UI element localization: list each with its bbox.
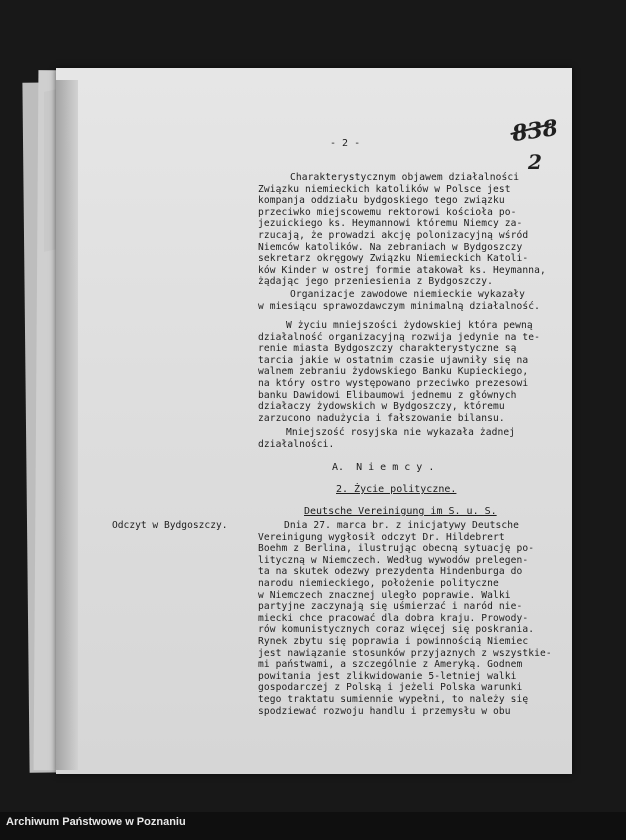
text-line: żądając jego przeniesienia z Bydgoszczy.	[258, 276, 494, 288]
page-number: - 2 -	[330, 138, 361, 149]
text-line: miecki chce pracować dla dobra kraju. Prowody-	[258, 612, 529, 624]
text-line: mi państwami, a szczególnie z Ameryką. Godnem	[258, 659, 523, 671]
text-line: W życiu mniejszości żydowskiej która pewną	[286, 320, 533, 331]
text-line: Organizacje zawodowe niemieckie wykazały	[290, 289, 526, 300]
text-line: działaczy żydowskich w Bydgoszczy, któremu	[258, 401, 505, 413]
text-line: spodziewać rozwoju handlu i przemysłu w obu	[258, 705, 511, 717]
archive-name: Archiwum Państwowe w Poznaniu	[6, 816, 186, 828]
text-line: partyjne zaczynają się uśmierzać i naród nie-	[258, 601, 523, 613]
text-line: Dnia 27. marca br. z inicjatywy Deutsche	[284, 520, 520, 531]
text-line: rzucają, że prowadzi akcję polonizacyjną wśród	[258, 230, 529, 241]
text-line: działalność organizacyjną rozwija jedynie na te-	[258, 331, 541, 343]
text-line: w miesiącu sprawozdawczym minimalną działalność.	[258, 300, 541, 312]
margin-note: Odczyt w Bydgoszczy.	[112, 520, 228, 531]
text-line: walnem zebraniu żydowskiego Banku Kupieckiego,	[258, 366, 529, 378]
text-line: rów komunistycznych coraz więcej się poskrania.	[258, 624, 535, 636]
text-line: sekretarz okręgowy Związku Niemieckich Katoli-	[258, 253, 529, 265]
text-line: gospodarczej z Polską i jeżeli Polska warunki	[258, 682, 523, 694]
text-line: ta na skutek odezwy prezydenta Hindenburga do	[258, 566, 523, 578]
text-line: renie miasta Bydgoszczy charakterystyczne są	[258, 343, 517, 355]
archive-number: 2	[528, 150, 542, 174]
text-line: Charakterystycznym objawem działalności	[290, 172, 520, 183]
text-line: przeciwko miejscowemu rektorowi kościoła po-	[258, 206, 517, 218]
text-line: Niemców katolików. Na zebraniach w Bydgoszczy	[258, 241, 523, 253]
text-line: Rynek zbytu się poprawia i powinnością Niemiec	[258, 636, 529, 647]
text-line: na który ostro występowano przeciwko prezesowi	[258, 378, 529, 389]
text-line: narodu niemieckiego, położenie polityczne	[258, 578, 499, 589]
text-line: kompanja oddziału bydgoskiego tego związku	[258, 195, 505, 207]
text-line: tarcia jakie w ostatnim czasie ujawniły się na	[258, 354, 529, 366]
text-line: Mniejszość rosyjska nie wykazała żadnej	[286, 427, 516, 438]
text-line: jezuickiego ks. Heymannowi któremu Niemcy za-	[258, 218, 523, 230]
text-line: ków Kinder w ostrej formie atakował ks. Heymanna,	[258, 264, 546, 276]
text-line: Związku niemieckich katolików w Polsce jest	[258, 183, 511, 195]
archive-number-struck: 838	[510, 114, 560, 148]
page-binding-edge	[56, 80, 78, 770]
text-line: tego traktatu sumiennie wypełni, to należy się	[258, 694, 529, 705]
text-line: banku Dawidowi Elibaumowi jednemu z głównych	[258, 389, 517, 401]
text-line: powitania jest zlikwidowanie 5-letniej walki	[258, 670, 517, 682]
text-line: lityczną w Niemczech. Według wywodów prelegen-	[258, 554, 529, 566]
text-line: Vereinigung wygłosił odczyt Dr. Hildebrert	[258, 531, 505, 543]
text-line: zarzucono nadużycia i fałszowanie bilansu.	[258, 412, 505, 424]
subsection-heading: 2. Życie polityczne.	[336, 484, 457, 495]
text-line: w Niemczech znacznej uległo poprawie. Walki	[258, 589, 511, 601]
section-heading: A. N i e m c y .	[332, 462, 435, 473]
organization-heading: Deutsche Vereinigung im S. u. S.	[304, 506, 497, 517]
text-line: działalności.	[258, 438, 335, 450]
text-line: jest nawiązanie stosunków przyjaznych z wszystkie-	[258, 647, 552, 659]
text-line: Boehm z Berlina, ilustrując obecną sytuację po-	[258, 543, 535, 555]
